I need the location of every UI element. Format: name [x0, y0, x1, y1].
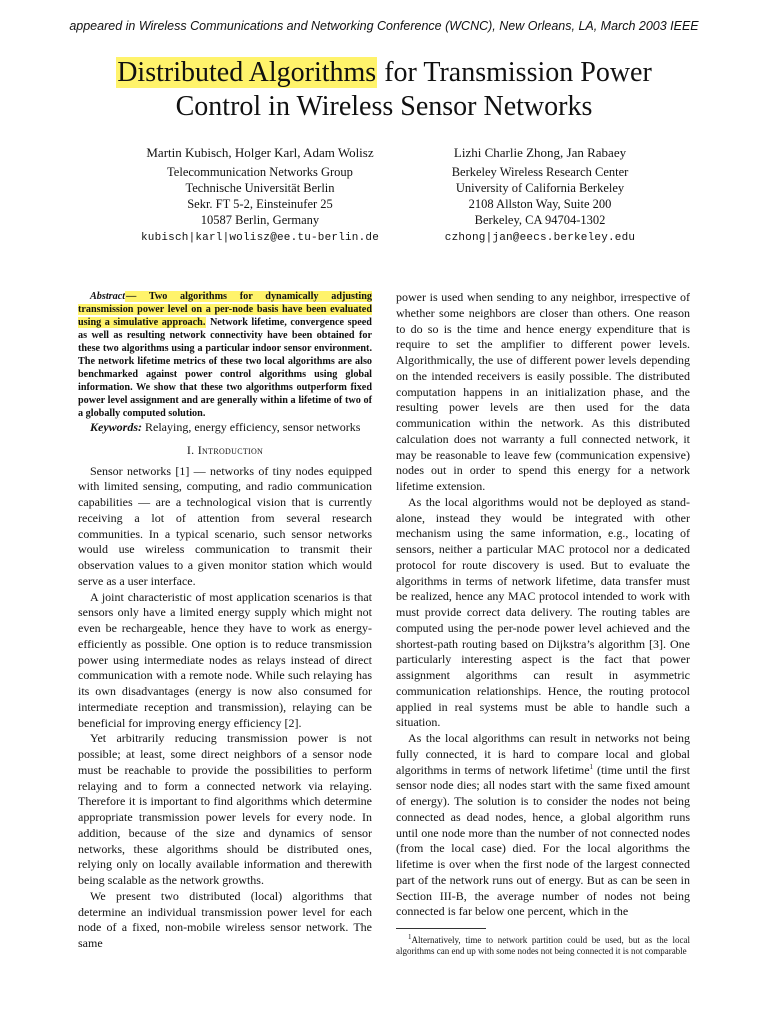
- keywords-label: Keywords:: [90, 420, 142, 434]
- author-block-right: [395, 145, 685, 246]
- footnote-number: 1: [408, 933, 412, 941]
- affiliation-line: University of California Berkeley: [455, 181, 625, 195]
- title-line1-rest: for Transmission Power: [377, 57, 652, 88]
- section-number: I.: [186, 442, 198, 457]
- abstract: [78, 290, 372, 420]
- affiliation-line: Telecommunication Networks Group: [167, 165, 353, 179]
- affiliation-line: 10587 Berlin, Germany: [200, 213, 320, 227]
- right-column: [396, 290, 690, 957]
- footnote-marker: 1: [589, 762, 594, 771]
- footnote-text: Alternatively, time to network partition could be used, but as the local algorithms can end up with some nodes not being connected it is not comparable: [396, 935, 690, 956]
- body-paragraph: As the local algorithms would not be deployed as stand-alone, instead they would be integrated with other mechanism using the same information, e.g., locating of sensors, neither a particular MAC protocol nor a dedicated protocol for route discovery is used. But to evaluate the algorithms in terms of network lifetime, data transfer must be realized, hence any MAC protocol intended to work with must provide correct data delivery. The routing tables are computed using the per-node power level achieved and the shortest-path routing based on Dijkstra’s algorithm [3]. One particularly interesting aspect is the fact that power assignment algorithms can result in asymmetric communication relationships. Hence, the routing protocol applied in real systems must be able to handle such a situation.: [396, 494, 690, 730]
- paragraph-text: As the local algorithms can result in networks not being fully connected, it is hard to compare local and global algorithms in terms of network lifetime: [396, 731, 690, 777]
- title-line2: Control in Wireless Sensor Networks: [175, 91, 593, 122]
- affiliation-line: Berkeley, CA 94704-1302: [474, 213, 606, 227]
- author-names: Martin Kubisch, Holger Karl, Adam Wolisz: [146, 145, 374, 160]
- body-paragraph: Yet arbitrarily reducing transmission power is not possible; at least, some direct neighbors of a sensor node must be reachable to provide the possibilities to perform relaying and to form a connected network via relaying. Therefore it is important to find algorithms which determine appropriate transmission power levels for every node. In addition, because of the size and dynamics of sensor networks, these algorithms should be distributed ones, relying only on locally available information and therewith being scalable as the network growths.: [78, 731, 372, 887]
- keywords-text: Relaying, energy efficiency, sensor networks: [142, 420, 361, 434]
- author-email: czhong|jan@eecs.berkeley.edu: [444, 232, 636, 244]
- body-paragraph: [396, 731, 690, 920]
- abstract-label: Abstract: [90, 291, 126, 302]
- body-paragraph: A joint characteristic of most application scenarios is that sensors only have a limited energy supply which might not even be rechargeable, hence they have to work as energy-efficiently as possible. One option is to reduce transmission power using intermediate nodes as relays instead of direct communication with a remote node. While such relaying has its own disadvantages (energy is now also consumed for intermediate reception and transmission), relaying can be beneficial for improving energy efficiency [2].: [78, 589, 372, 730]
- affiliation-line: Berkeley Wireless Research Center: [451, 165, 629, 179]
- abstract-highlight: — Two algorithms for dynamically adjusting transmission power level on a per-node basis have been evaluated using a simulative approach.: [78, 291, 372, 328]
- body-paragraph: We present two distributed (local) algorithms that determine an individual transmission power level for each node of a fixed, non-mobile wireless sensor network. The same: [78, 888, 372, 950]
- paper-title: [40, 56, 728, 124]
- author-block-left: [95, 145, 425, 246]
- paragraph-text: (time until the first sensor node dies; all nodes start with the same fixed amount of energy). The solution is to consider the nodes not being connected as dead nodes, hence, a global algorithm runs until one node more than the number of not connected nodes (from the local case) died. For the local algorithms the lifetime is over when the first node of the largest connected part of the network runs out of energy. But as can be seen in Section III-B, the average number of nodes not being connected is far below one percent, which in the: [396, 762, 690, 919]
- footnote: [396, 935, 690, 957]
- author-names: Lizhi Charlie Zhong, Jan Rabaey: [453, 145, 627, 160]
- affiliation-line: Sekr. FT 5-2, Einsteinufer 25: [187, 197, 333, 211]
- body-paragraph: Sensor networks [1] — networks of tiny nodes equipped with limited sensing, computing, and radio communication capabilities — are a technological vision that is currently receiving a lot of attention from several research communities. In a typical scenario, such sensor networks would use wireless communication to transmit their observation values to a given monitor station which would serve as a user interface.: [78, 463, 372, 588]
- section-title: Introduction: [197, 442, 264, 457]
- section-heading: [78, 443, 372, 459]
- abstract-text: Network lifetime, convergence speed as well as resulting network connectivity have been obtained for these two algorithms using a particular indoor sensor environment. The network lifetime metrics of these two local algorithms are also benchmarked against power control algorithms using global information. We show that these two algorithms outperform fixed power level assignment and are generally within a lifetime of two of a globally computed solution.: [78, 317, 372, 419]
- title-highlight: Distributed Algorithms: [117, 57, 377, 88]
- venue-note: appeared in Wireless Communications and Networking Conference (WCNC), New Orleans, LA, March 2003 IEEE: [69, 19, 699, 33]
- body-paragraph: power is used when sending to any neighbor, irrespective of whether some neighbors are closer than others. One reason to do so is the time and hence energy expenditure that is require to set the amplifier to different power levels. Algorithmically, the use of different power levels depending on the intended receivers is easily possible. The distributed computation happens in an initialization phase, and the resulting power levels are then used for the data communication within the network. As this distributed calculation does not warranty a full connected network, it may be reasonable to leave few (communication expensive) nodes out in order to spend this energy for a network lifetime extension.: [396, 290, 690, 493]
- affiliation-line: Technische Universität Berlin: [185, 181, 335, 195]
- author-email: kubisch|karl|wolisz@ee.tu-berlin.de: [140, 232, 380, 244]
- footnote-rule: [396, 928, 486, 929]
- keywords: [78, 420, 372, 436]
- affiliation-line: 2108 Allston Way, Suite 200: [468, 197, 612, 211]
- left-column: [78, 290, 372, 952]
